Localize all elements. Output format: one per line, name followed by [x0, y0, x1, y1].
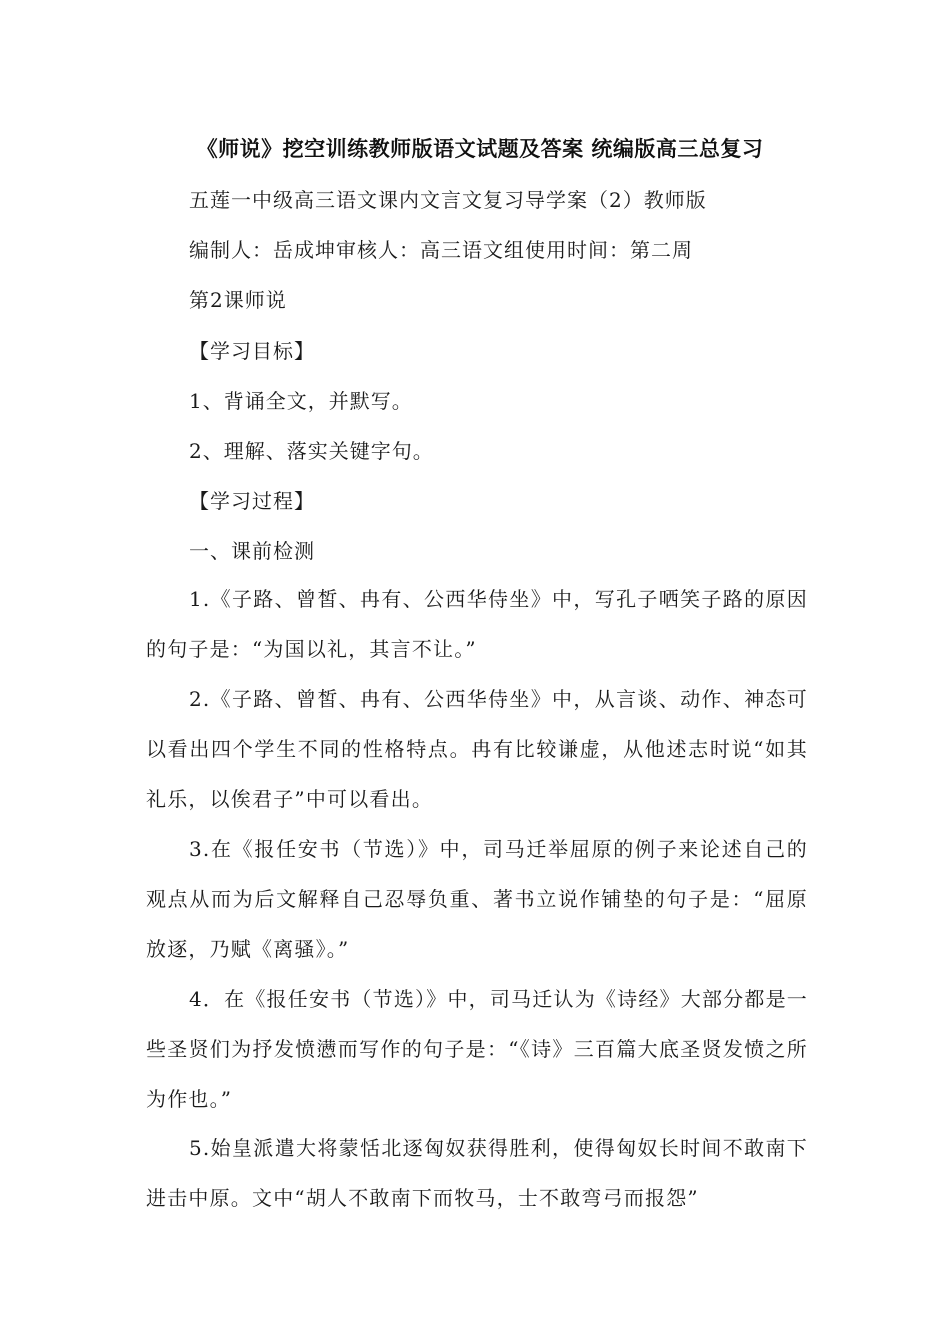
question-item: 2.《子路、曾皙、冉有、公西华侍坐》中，从言谈、动作、神态可以看出四个学生不同的性格特点。冉有比较谦虚，从他述志时说“如其礼乐，以俟君子”中可以看出。: [146, 687, 808, 811]
question-item: 4．在《报任安书（节选）》中，司马迁认为《诗经》大部分都是一些圣贤们为抒发愤懑而写作的句子是：“《诗》三百篇大底圣贤发愤之所为作也。”: [146, 987, 808, 1111]
question-item: 5.始皇派遣大将蒙恬北逐匈奴获得胜利，使得匈奴长时间不敢南下进击中原。文中“胡人不敢南下而牧马，士不敢弯弓而报怨”: [146, 1136, 808, 1210]
goals-heading: 【学习目标】: [189, 339, 315, 363]
process-heading: 【学习过程】: [189, 489, 315, 513]
section-heading: 一、课前检测: [189, 539, 315, 563]
document-title: 《师说》挖空训练教师版语文试题及答案 统编版高三总复习: [196, 137, 764, 161]
goal-item: 1、背诵全文，并默写。: [189, 389, 413, 413]
editor-line: 编制人：岳成坤审核人：高三语文组使用时间：第二周: [189, 238, 693, 262]
goal-item: 2、理解、落实关键字句。: [189, 439, 434, 463]
lesson-title: 第2课师说: [189, 288, 287, 312]
document-subtitle: 五莲一中级高三语文课内文言文复习导学案（2）教师版: [189, 188, 707, 212]
question-item: 3.在《报任安书（节选）》中，司马迁举屈原的例子来论述自己的观点从而为后文解释自己忍辱负重、著书立说作铺垫的句子是：“屈原放逐，乃赋《离骚》。”: [146, 837, 808, 961]
question-item: 1.《子路、曾皙、冉有、公西华侍坐》中，写孔子哂笑子路的原因的句子是：“为国以礼，其言不让。”: [146, 587, 808, 661]
